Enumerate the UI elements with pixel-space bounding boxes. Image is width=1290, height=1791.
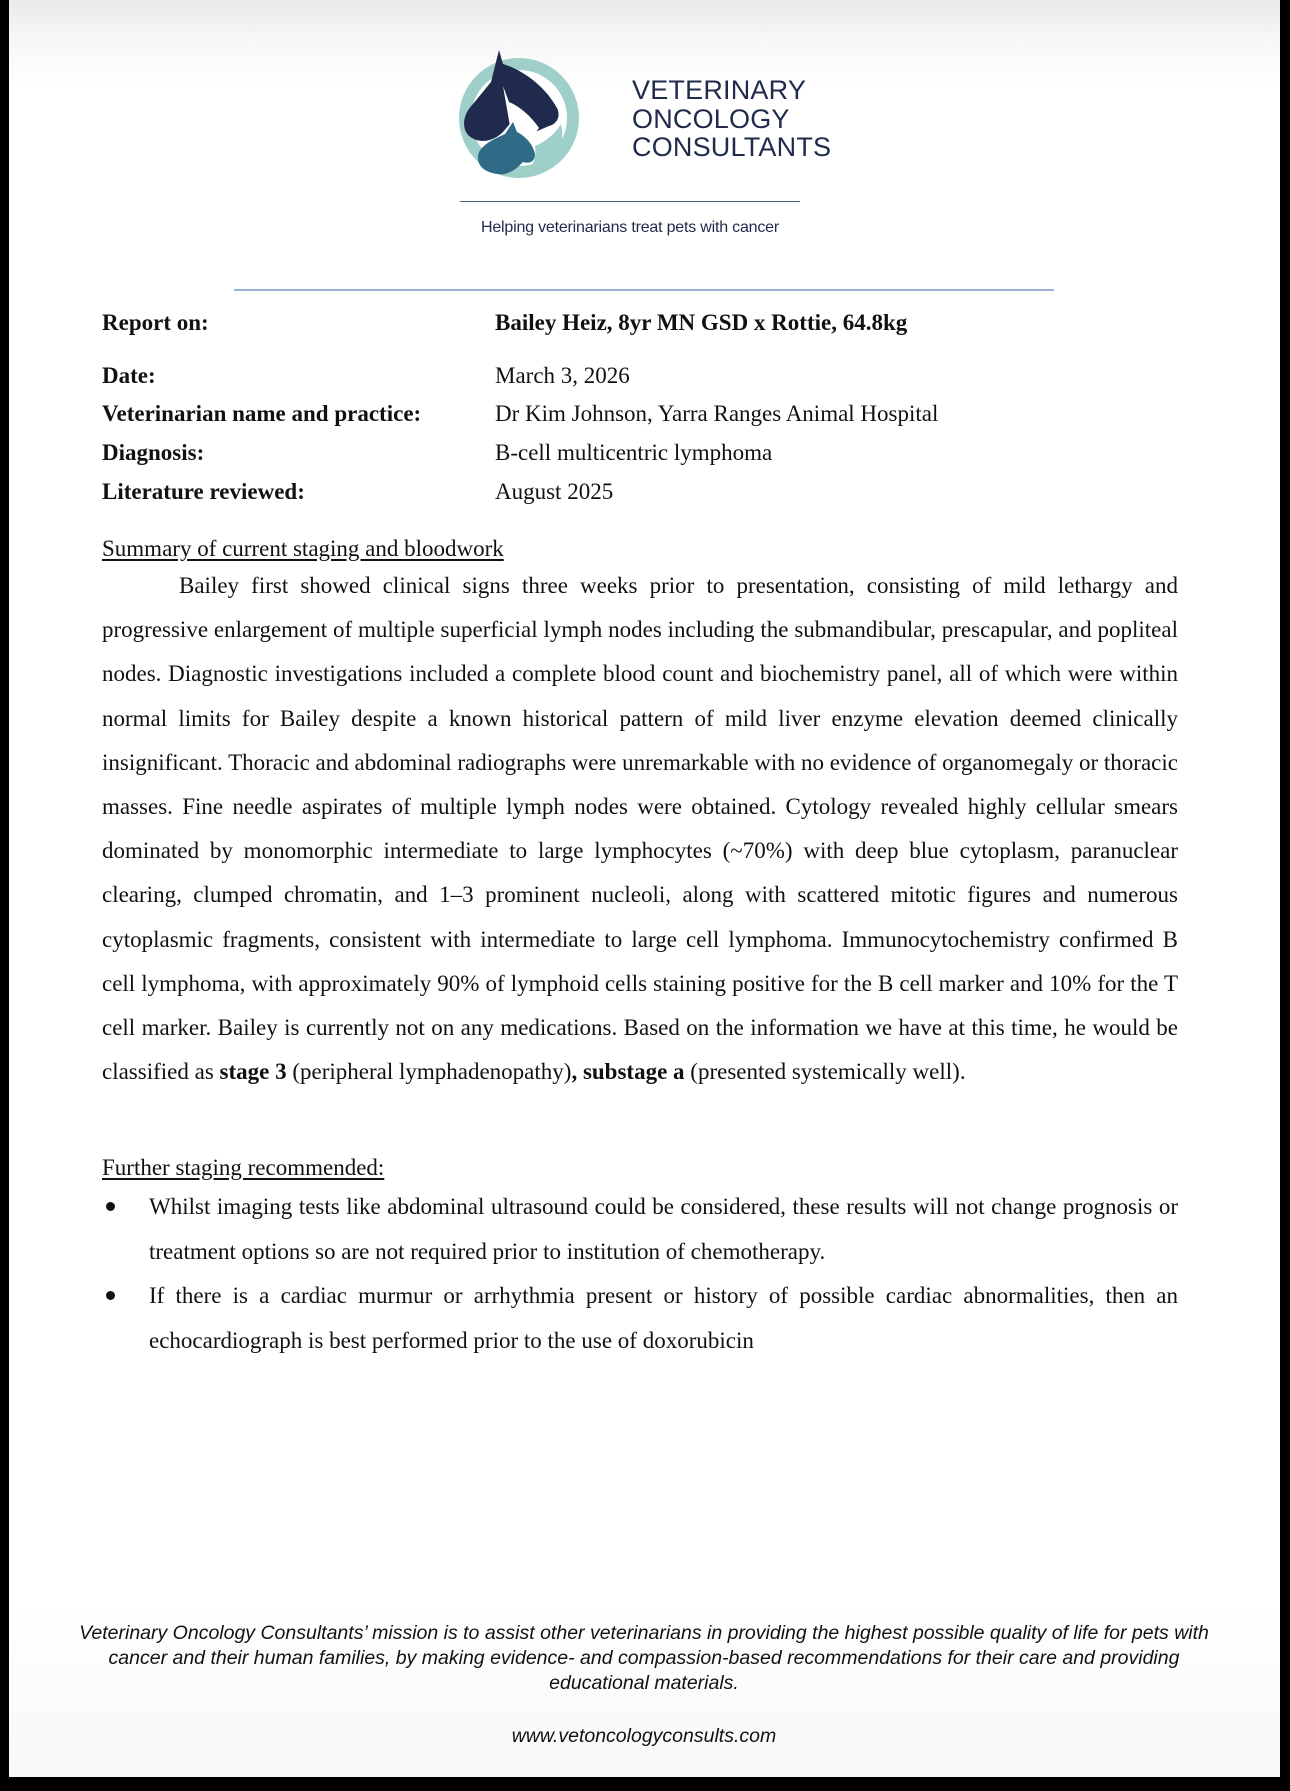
tagline: Helping veterinarians treat pets with cancer — [480, 219, 780, 236]
logo-line: ONCOLOGY — [632, 103, 790, 134]
info-value: Bailey Heiz, 8yr MN GSD x Rottie, 64.8kg — [495, 310, 908, 335]
logo-line: CONSULTANTS — [632, 132, 832, 162]
info-label: Literature reviewed: — [102, 479, 305, 504]
website-link[interactable]: www.vetoncologyconsults.com — [511, 1725, 777, 1747]
info-value: B-cell multicentric lymphoma — [495, 440, 773, 465]
info-label: Report on: — [102, 310, 209, 335]
info-label: Veterinarian name and practice: — [102, 401, 422, 426]
summary-text: Bailey first showed clinical signs three weeks prior to presentation, consisting of mild lethargy and progressive enlargement of multiple superficial lymph nodes including the submandibular, prescapular, and popliteal nodes. Diagnostic investigations included a complete blood count and biochemistry panel, all of which were within normal limits for Bailey despite a known historical pattern of mild liver enzyme elevation deemed clinically insignificant. Thoracic and abdominal radiographs were unremarkable with no evidence of organomegaly or thoracic masses. Fine needle aspirates of multiple lymph nodes were obtained. Cytology revealed highly cellular smears dominated by monomorphic intermediate to large lymphocytes (~70%) with deep blue cytoplasm, paranuclear clearing, clumped chromatin, and 1–3 prominent nucleoli, along with scattered mitotic figures and numerous cytoplasmic fragments, consistent with intermediate to large cell lymphoma. Immunocytochemistry confirmed B cell lymphoma, with approximately 90% of lymphoid cells staining positive for the B cell marker and 10% for the T cell marker. Bailey is currently not on any medications. Based on the information we have at this time, he would be classified as — [102, 573, 1178, 1085]
logo-wordmark — [632, 76, 831, 162]
logo-icon — [453, 46, 585, 182]
further-staging-list — [102, 1185, 1178, 1363]
further-staging-heading: Further staging recommended: — [102, 1155, 385, 1180]
stage-label: stage 3 — [219, 1059, 287, 1085]
bullet-icon — [106, 1291, 115, 1300]
summary-paragraph — [102, 564, 1178, 1094]
logo-line: VETERINARY — [632, 75, 807, 105]
logo-divider — [460, 201, 800, 202]
info-value: March 3, 2026 — [495, 363, 630, 388]
info-label: Diagnosis: — [102, 440, 205, 465]
mission-statement: Veterinary Oncology Consultants’ mission is to assist other veterinarians in providing the highest possible quality of life for pets with cancer and their human families, by making evidence- and compassion-based recommendations for their care and providing educational materials. — [79, 1622, 1209, 1694]
report-page — [9, 0, 1280, 1777]
list-item — [102, 1274, 1178, 1363]
info-label: Date: — [102, 363, 156, 388]
list-item — [102, 1185, 1178, 1274]
info-value: August 2025 — [495, 479, 614, 504]
substage-description: (presented systemically well). — [684, 1059, 966, 1085]
info-value: Dr Kim Johnson, Yarra Ranges Animal Hospital — [495, 401, 939, 426]
summary-heading: Summary of current staging and bloodwork — [102, 536, 504, 561]
header-divider — [234, 289, 1054, 291]
stage-description: (peripheral lymphadenopathy) — [286, 1059, 572, 1085]
bullet-icon — [106, 1202, 115, 1211]
list-item-text: Whilst imaging tests like abdominal ultrasound could be considered, these results will not change prognosis or treatment options so are not required prior to institution of chemotherapy. — [149, 1194, 1178, 1264]
list-item-text: If there is a cardiac murmur or arrhythmia present or history of possible cardiac abnormalities, then an echocardiograph is best performed prior to the use of doxorubicin — [149, 1283, 1178, 1353]
substage-label: , substage a — [571, 1059, 685, 1085]
